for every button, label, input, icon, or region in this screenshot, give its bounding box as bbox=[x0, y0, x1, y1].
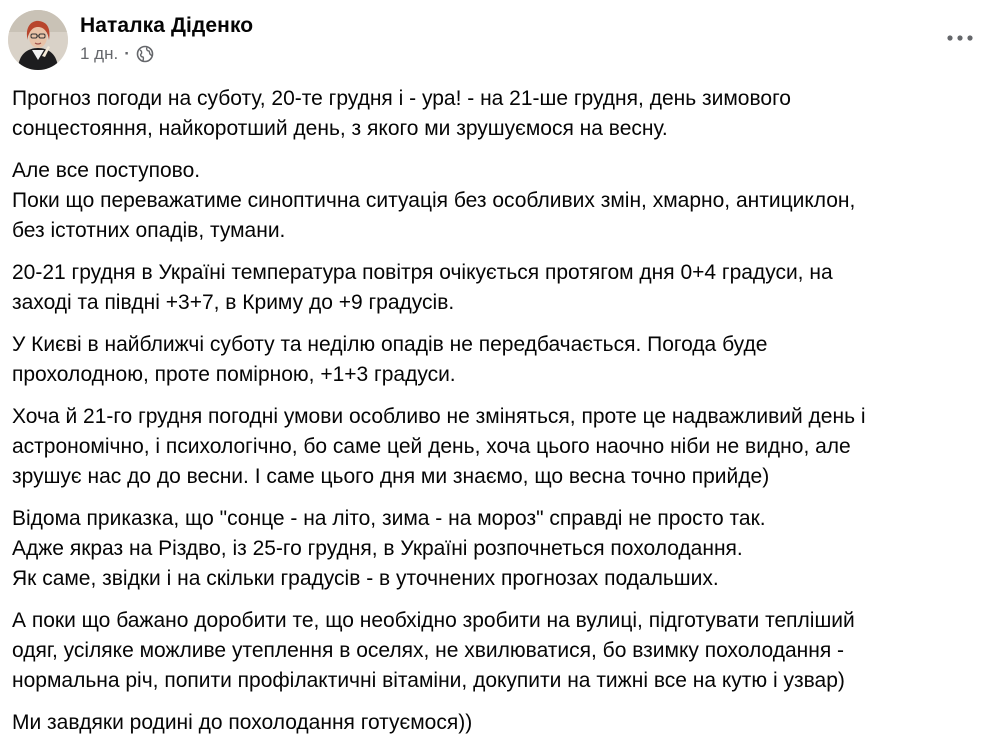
post-text-line: без істотних опадів, тумани. bbox=[12, 219, 286, 242]
more-options-button[interactable] bbox=[942, 24, 978, 52]
post-paragraph bbox=[12, 84, 987, 144]
post-text-line: Прогноз погоди на суботу, 20-те грудня і - ура! - на 21-ше грудня, день зимового bbox=[12, 87, 791, 110]
post-text-line: астрономічно, і психологічно, бо саме цей день, хоча цього наочно ніби не видно, але bbox=[12, 435, 851, 458]
post-text-line: Як саме, звідки і на скільки градусів - в уточнених прогнозах подальших. bbox=[12, 567, 719, 590]
post-text-line: Але все поступово. bbox=[12, 159, 201, 182]
post-text-line: Адже якраз на Різдво, із 25-го грудня, в Україні розпочнеться похолодання. bbox=[12, 537, 743, 560]
post-text-line: 20-21 грудня в Україні температура повітря очікується протягом дня 0+4 градуси, на bbox=[12, 261, 833, 284]
post-text-line: зрушує нас до до весни. І саме цього дня ми знаємо, що весна точно прийде) bbox=[12, 465, 770, 488]
post-text-line: Хоча й 21-го грудня погодні умови особливо не зміняться, проте це надважливий день і bbox=[12, 405, 866, 428]
post-text-line: Ми завдяки родині до похолодання готуємося)) bbox=[12, 711, 473, 734]
post-body bbox=[12, 84, 987, 750]
post-text-line: заході та півдні +3+7, в Криму до +9 градусів. bbox=[12, 291, 455, 314]
author-avatar[interactable] bbox=[8, 10, 68, 70]
globe-icon[interactable] bbox=[136, 45, 154, 63]
post-timestamp[interactable]: 1 дн. bbox=[80, 44, 119, 63]
post-text-line: Відома приказка, що "сонце - на літо, зима - на мороз" справді не просто так. bbox=[12, 507, 766, 530]
post-paragraph bbox=[12, 156, 987, 246]
post-meta bbox=[80, 44, 154, 64]
post-text-line: Поки що переважатиме синоптична ситуація без особливих змін, хмарно, антициклон, bbox=[12, 189, 856, 212]
post-paragraph bbox=[12, 330, 987, 390]
avatar-image bbox=[8, 10, 68, 70]
post-paragraph bbox=[12, 708, 987, 738]
post-paragraph bbox=[12, 258, 987, 318]
post-text-line: одяг, усіляке можливе утеплення в оселях, не хвилюватися, бо взимку похолодання - bbox=[12, 639, 845, 662]
post-text-line: нормальна річ, попити профілактичні вітаміни, докупити на тижні все на кутю і узвар) bbox=[12, 669, 845, 692]
more-options-icon bbox=[947, 35, 973, 41]
post-text-line: А поки що бажано доробити те, що необхідно зробити на вулиці, підготувати тепліший bbox=[12, 609, 855, 632]
meta-separator: · bbox=[124, 44, 130, 63]
post-header bbox=[8, 10, 988, 74]
post-paragraph bbox=[12, 606, 987, 696]
post-text-line: У Києві в найближчі суботу та неділю опадів не передбачається. Погода буде bbox=[12, 333, 768, 356]
post-text-line: сонцестояння, найкоротший день, з якого ми зрушуємося на весну. bbox=[12, 117, 668, 140]
author-name[interactable]: Наталка Діденко bbox=[80, 14, 254, 37]
post-paragraph bbox=[12, 504, 987, 594]
post-paragraph bbox=[12, 402, 987, 492]
post-text-line: прохолодною, проте помірною, +1+3 градуси. bbox=[12, 363, 456, 386]
